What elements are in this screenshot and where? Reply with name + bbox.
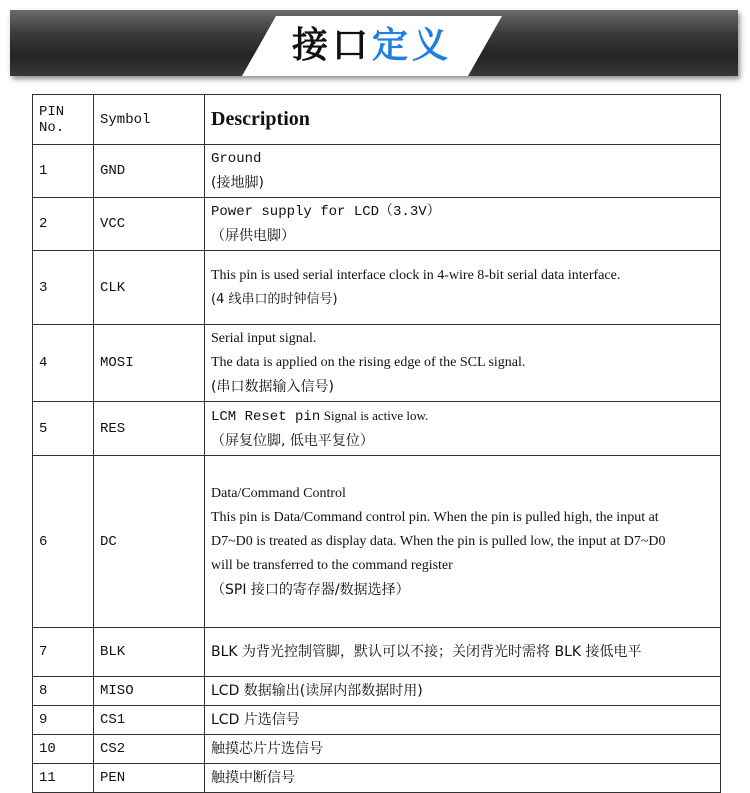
desc-line: （SPI 接口的寄存器/数据选择）: [211, 581, 410, 598]
desc-line: D7~D0 is treated as display data. When the pin is pulled low, the input at D7~D0: [211, 533, 666, 549]
pin-symbol: VCC: [94, 198, 205, 251]
table-row: [33, 325, 721, 402]
pin-description: [205, 145, 721, 198]
desc-line: BLK 为背光控制管脚，默认可以不接；关闭背光时需将 BLK 接低电平: [211, 644, 642, 660]
pin-description: [205, 198, 721, 251]
desc-reset-note: Signal is active low.: [323, 408, 429, 423]
desc-line: (4 线串口的时钟信号): [211, 291, 338, 307]
pin-description: [205, 325, 721, 402]
desc-line: [211, 404, 714, 429]
pin-symbol: CLK: [94, 251, 205, 325]
desc-reset-label: LCM Reset pin: [211, 409, 321, 425]
pin-number: 5: [33, 402, 94, 456]
page-title: [242, 16, 502, 76]
pin-symbol: GND: [94, 145, 205, 198]
interface-definition-table: [32, 94, 721, 793]
pin-description: LCD 片选信号: [205, 706, 721, 735]
table-row: [33, 198, 721, 251]
table-row: [33, 764, 721, 793]
pin-number: 8: [33, 677, 94, 706]
pin-number: 4: [33, 325, 94, 402]
title-part-black: 接口: [291, 25, 372, 66]
pin-symbol: CS1: [94, 706, 205, 735]
pin-number: 3: [33, 251, 94, 325]
table-row: [33, 706, 721, 735]
pin-symbol: DC: [94, 456, 205, 628]
pin-symbol: CS2: [94, 735, 205, 764]
pin-symbol: MOSI: [94, 325, 205, 402]
title-part-blue: 定义: [372, 25, 453, 66]
desc-line: The data is applied on the rising edge of the SCL signal.: [211, 355, 526, 370]
pin-number: 7: [33, 628, 94, 677]
pin-symbol: PEN: [94, 764, 205, 793]
pin-description: 触摸芯片片选信号: [205, 735, 721, 764]
table-row: [33, 628, 721, 677]
desc-line: （屏复位脚, 低电平复位）: [211, 433, 374, 449]
table-row: [33, 402, 721, 456]
pin-description: 触摸中断信号: [205, 764, 721, 793]
desc-line: Serial input signal.: [211, 331, 317, 346]
desc-line: (接地脚): [211, 175, 264, 191]
desc-line: Data/Command Control: [211, 485, 346, 501]
desc-line: will be transferred to the command register: [211, 557, 453, 573]
table-row: [33, 456, 721, 628]
table-row: [33, 735, 721, 764]
pin-symbol: MISO: [94, 677, 205, 706]
pin-symbol: BLK: [94, 628, 205, 677]
pin-number: 6: [33, 456, 94, 628]
table-row: [33, 677, 721, 706]
desc-line: This pin is used serial interface clock in 4-wire 8-bit serial data interface.: [211, 267, 621, 283]
desc-line: Ground: [211, 151, 262, 167]
pin-symbol: RES: [94, 402, 205, 456]
pin-number: 2: [33, 198, 94, 251]
pin-number: 9: [33, 706, 94, 735]
desc-line: This pin is Data/Command control pin. When the pin is pulled high, the input at: [211, 509, 659, 525]
table-row: [33, 145, 721, 198]
table-header-row: [33, 95, 721, 145]
desc-line: Power supply for LCD（3.3V）: [211, 204, 441, 220]
pin-number: 11: [33, 764, 94, 793]
desc-line: (串口数据输入信号): [211, 379, 334, 395]
pin-description: [205, 251, 721, 325]
header-description: Description: [205, 95, 721, 145]
pin-description: [205, 402, 721, 456]
header-symbol: Symbol: [94, 95, 205, 145]
pin-number: 1: [33, 145, 94, 198]
desc-line: （屏供电脚）: [211, 228, 295, 244]
header-pin: PIN No.: [33, 95, 94, 145]
table-row: [33, 251, 721, 325]
pin-number: 10: [33, 735, 94, 764]
pin-description: LCD 数据输出(读屏内部数据时用): [205, 677, 721, 706]
pin-description: [205, 456, 721, 628]
title-banner: [10, 10, 738, 76]
pin-description: [205, 628, 721, 677]
